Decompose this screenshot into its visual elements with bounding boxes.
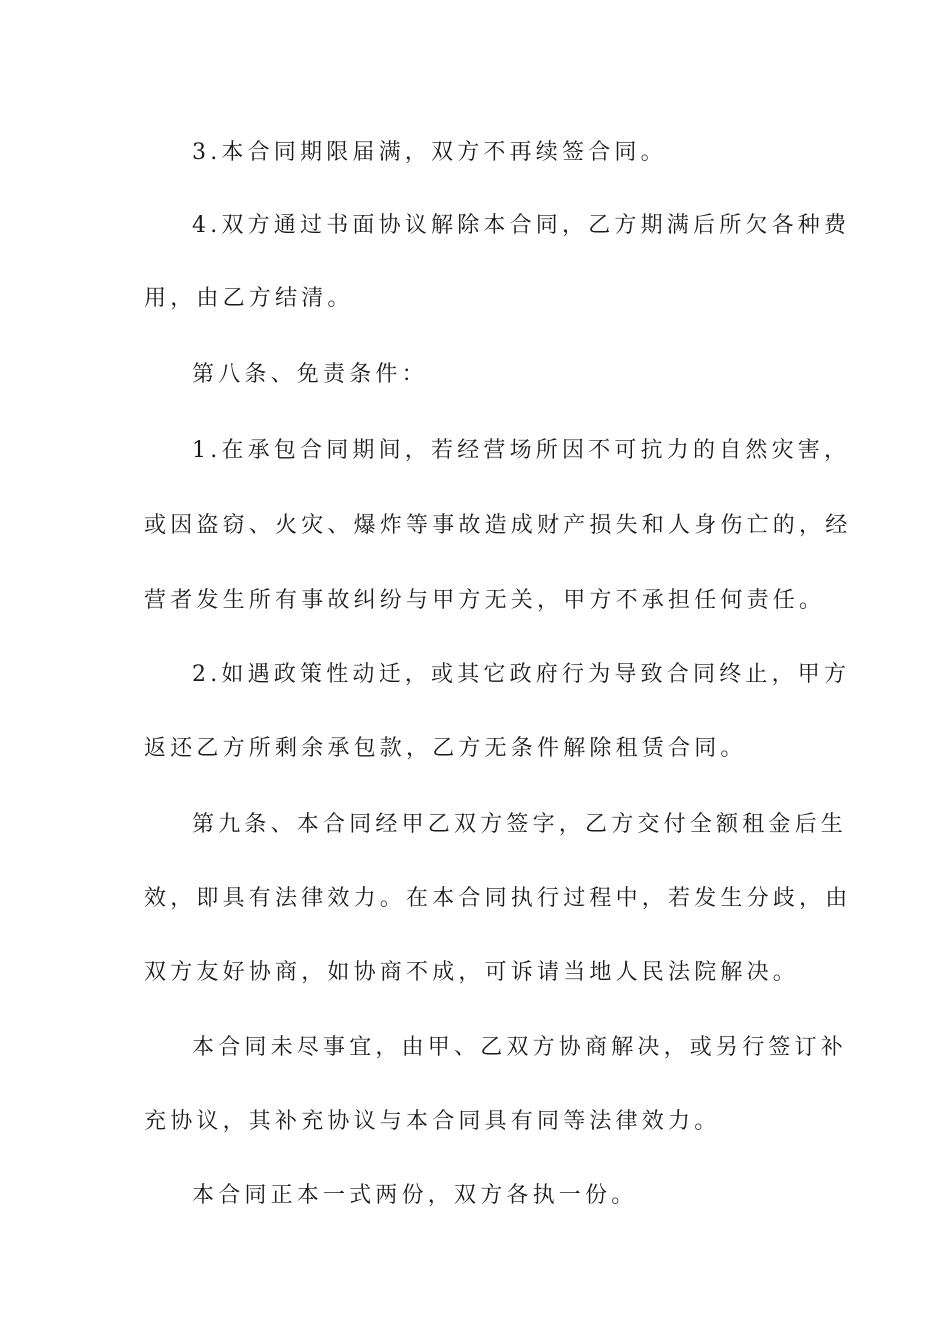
- clause-8-item-1-line-1: 1.在承包合同期间，若经营场所因不可抗力的自然灾害，: [192, 438, 851, 463]
- clause-9-line-1: 第九条、本合同经甲乙双方签字，乙方交付全额租金后生: [192, 812, 848, 837]
- supplement-line-1: 本合同未尽事宜，由甲、乙双方协商解决，或另行签订补: [192, 1035, 848, 1060]
- clause-9-line-3: 双方友好协商，如协商不成，可诉请当地人民法院解决。: [144, 960, 800, 985]
- clause-8-item-1-line-3: 营者发生所有事故纠纷与甲方无关，甲方不承担任何责任。: [144, 588, 826, 613]
- clause-7-item-4-line-2: 用，由乙方结清。: [144, 286, 354, 311]
- supplement-line-2: 充协议，其补充协议与本合同具有同等法律效力。: [144, 1109, 721, 1134]
- clause-8-heading: 第八条、免责条件：: [192, 362, 428, 387]
- copies-statement: 本合同正本一式两份，双方各执一份。: [192, 1183, 638, 1208]
- clause-8-item-2-line-1: 2.如遇政策性动迁，或其它政府行为导致合同终止，甲方: [192, 662, 851, 687]
- clause-8-item-2-line-2: 返还乙方所剩余承包款，乙方无条件解除租赁合同。: [144, 736, 747, 761]
- clause-9-line-2: 效，即具有法律效力。在本合同执行过程中，若发生分歧，由: [144, 886, 852, 911]
- clause-7-item-4-line-1: 4.双方通过书面协议解除本合同，乙方期满后所欠各种费: [192, 213, 851, 238]
- clause-7-item-3: 3.本合同期限届满，双方不再续签合同。: [192, 140, 667, 165]
- clause-8-item-1-line-2: 或因盗窃、火灾、爆炸等事故造成财产损失和人身伤亡的，经: [144, 513, 852, 538]
